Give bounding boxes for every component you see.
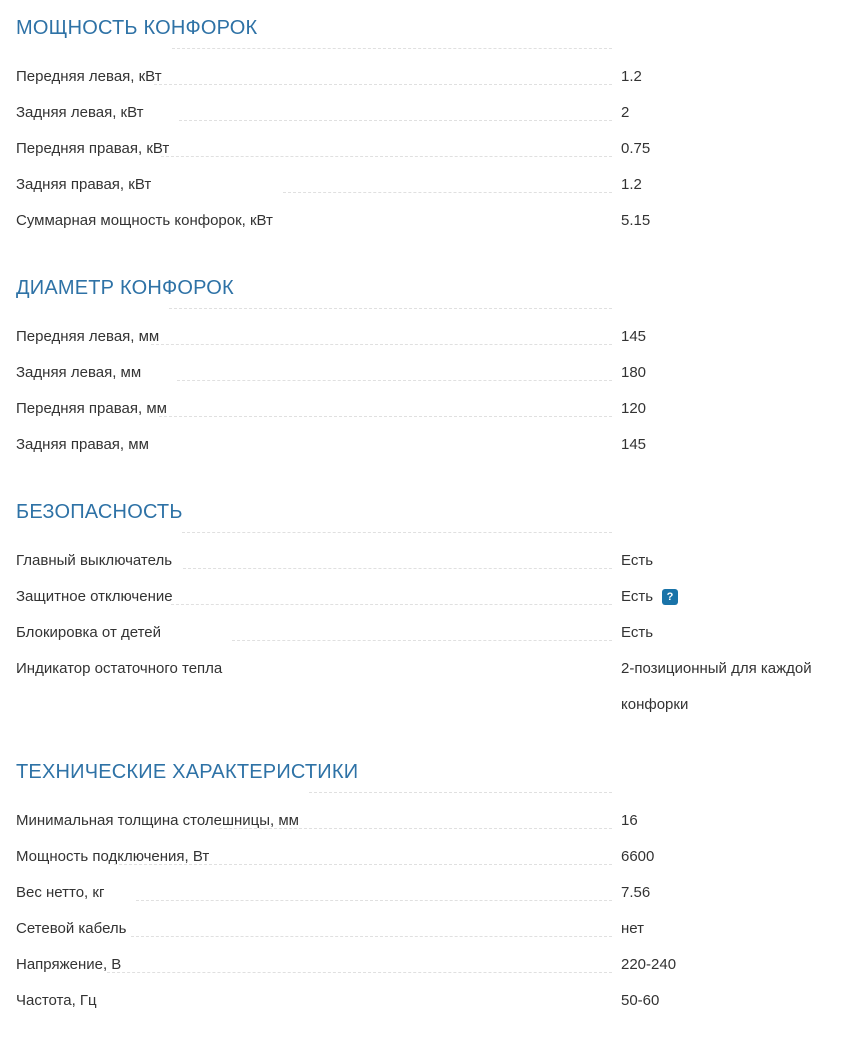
spec-label: Вес нетто, кг [16,884,105,901]
spec-value [621,319,828,355]
spec-value-text: 145 [621,436,647,453]
spec-value [621,131,828,167]
spec-value-text: 0.75 [621,140,651,157]
spec-value [621,59,828,95]
spec-value [621,839,828,875]
spec-label: Передняя правая, кВт [16,140,170,157]
spec-value-text: 145 [621,328,647,345]
spec-value-text: 5.15 [621,212,651,229]
spec-value [621,95,828,131]
spec-value [621,875,828,911]
spec-row [16,911,828,947]
spec-label: Задняя левая, мм [16,364,142,381]
spec-value [621,911,828,947]
spec-value-text: 1.2 [621,68,642,85]
spec-value [621,391,828,427]
spec-row [16,95,828,131]
spec-section [16,276,828,463]
section-rows [16,59,828,239]
spec-label: Напряжение, В [16,956,122,973]
section-title: ДИАМЕТР КОНФОРОК [16,277,234,299]
spec-row [16,203,828,239]
spec-row [16,803,828,839]
specs [16,16,828,1019]
spec-row [16,427,828,463]
spec-label: Передняя левая, мм [16,328,160,345]
section-rows [16,803,828,1019]
spec-row [16,167,828,203]
spec-label: Задняя правая, кВт [16,176,152,193]
spec-label: Защитное отключение [16,588,173,605]
spec-label: Задняя левая, кВт [16,104,144,121]
spec-value [621,543,828,579]
spec-value-text: 120 [621,400,647,417]
spec-value [621,355,828,391]
spec-label: Мощность подключения, Вт [16,848,210,865]
section-title: БЕЗОПАСНОСТЬ [16,501,183,523]
spec-value-text: 220-240 [621,956,677,973]
spec-row [16,875,828,911]
spec-label: Передняя правая, мм [16,400,167,417]
spec-value [621,203,828,239]
spec-value [621,983,828,1019]
spec-row [16,319,828,355]
spec-value-text: 1.2 [621,176,642,193]
spec-value-text: 6600 [621,848,655,865]
help-icon[interactable] [662,589,678,605]
spec-value [621,947,828,983]
spec-value-text: 16 [621,812,638,829]
spec-value-text: 50-60 [621,992,660,1009]
spec-row [16,59,828,95]
spec-row [16,615,828,651]
spec-row [16,651,828,723]
spec-value-text: 2 [621,104,630,121]
spec-label: Индикатор остаточного тепла [16,660,223,677]
spec-value [621,803,828,839]
spec-label: Сетевой кабель [16,920,127,937]
spec-value-text: нет [621,920,644,937]
spec-row [16,131,828,167]
spec-row [16,391,828,427]
section-title: МОЩНОСТЬ КОНФОРОК [16,17,258,39]
spec-label: Суммарная мощность конфорок, кВт [16,212,273,229]
spec-row [16,947,828,983]
spec-value-text: Есть [621,588,654,605]
spec-value-text: Есть [621,624,654,641]
spec-section [16,500,828,723]
spec-row [16,543,828,579]
spec-section [16,760,828,1019]
spec-value-text: 2-позиционный для каждой конфорки [621,660,812,713]
spec-value-text: 180 [621,364,647,381]
spec-row [16,355,828,391]
spec-label: Частота, Гц [16,992,97,1009]
spec-label: Блокировка от детей [16,624,162,641]
spec-value [621,615,828,651]
spec-row [16,579,828,615]
spec-row [16,983,828,1019]
spec-value-text: 7.56 [621,884,651,901]
spec-value-text: Есть [621,552,654,569]
section-title: ТЕХНИЧЕСКИЕ ХАРАКТЕРИСТИКИ [16,761,359,783]
question-mark-glyph: ? [666,591,674,603]
spec-row [16,839,828,875]
spec-value [621,167,828,203]
section-rows [16,543,828,723]
spec-label: Главный выключатель [16,552,173,569]
spec-section [16,16,828,239]
spec-label: Минимальная толщина столешницы, мм [16,812,299,829]
section-rows [16,319,828,463]
spec-label: Передняя левая, кВт [16,68,162,85]
spec-value [621,651,828,723]
spec-value [621,579,828,615]
spec-label: Задняя правая, мм [16,436,149,453]
spec-value [621,427,828,463]
